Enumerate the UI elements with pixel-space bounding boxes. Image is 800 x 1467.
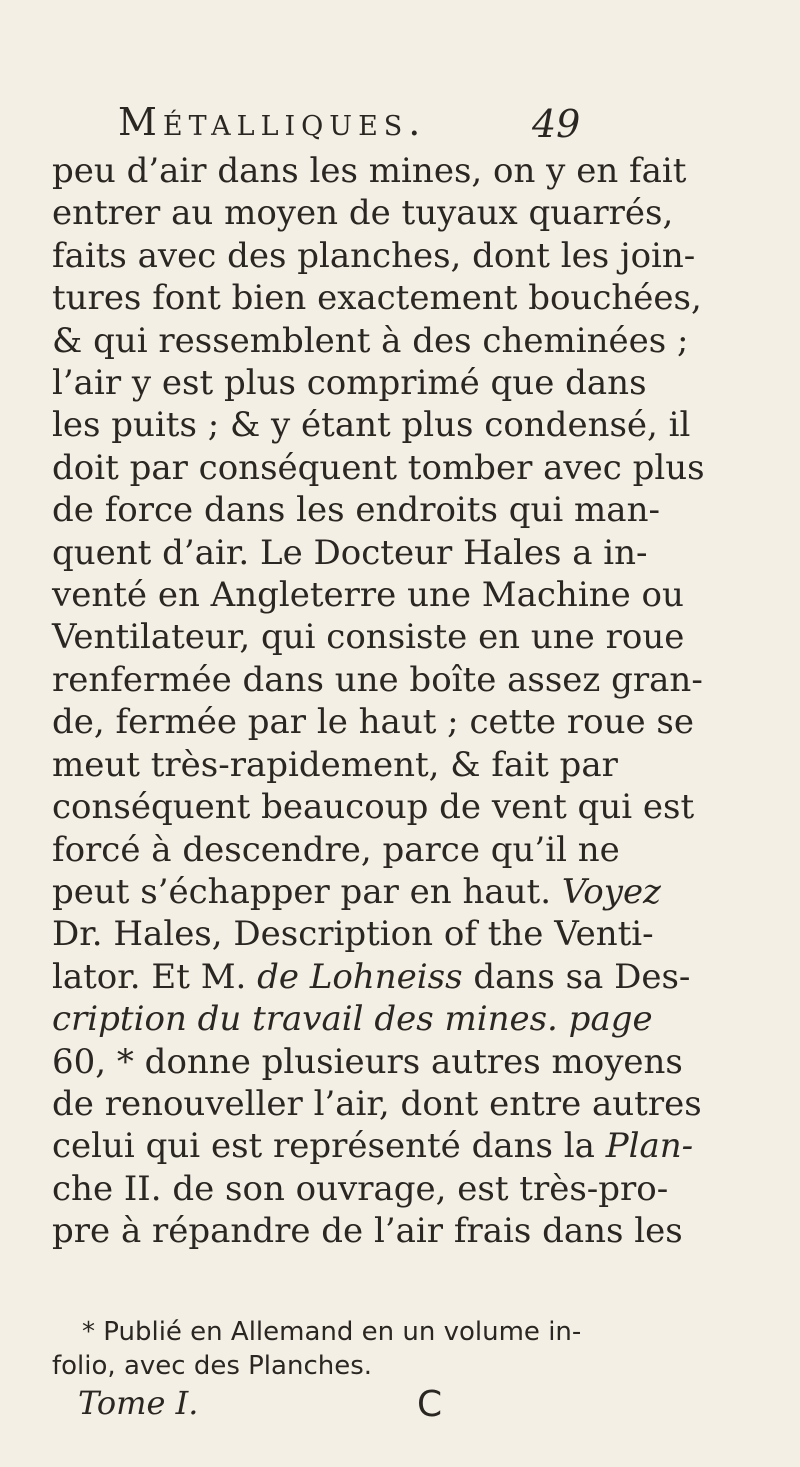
footnote-line: * Publié en Allemand en un volume in- (82, 1317, 582, 1347)
footnote-line: folio, avec des Planches. (52, 1351, 373, 1381)
gathering-mark: C (417, 1384, 443, 1425)
footnote (52, 1315, 582, 1383)
text-line: tures font bien exactement bouchées, (52, 278, 702, 319)
text-line: conséquent beaucoup de vent qui est (52, 787, 695, 828)
text-line: venté en Angleterre une Machine ou (52, 575, 684, 616)
body-text (52, 150, 705, 1253)
text-line: & qui ressemblent à des cheminées ; (52, 320, 689, 361)
running-head: Métalliques. (118, 100, 427, 144)
text-line (52, 956, 691, 998)
text-line: Ventilateur, qui consiste en une roue (52, 617, 685, 658)
text-line: pre à répandre de l’air frais dans les (52, 1211, 683, 1252)
text-line: faits avec des planches, dont les join- (52, 235, 696, 276)
text-line: de, fermée par le haut ; cette roue se (52, 702, 694, 743)
text-line: 60, * donne plusieurs autres moyens (52, 1041, 683, 1082)
text-line (52, 871, 661, 913)
text-line: l’air y est plus comprimé que dans (52, 363, 647, 404)
text-line: quent d’air. Le Docteur Hales a in- (52, 532, 648, 573)
text-segment: lator. Et M. (52, 956, 247, 997)
text-line: les puits ; & y étant plus condensé, il (52, 405, 691, 446)
text-line: doit par conséquent tomber avec plus (52, 447, 705, 488)
text-line: meut très-rapidement, & fait par (52, 744, 618, 785)
text-line: forcé à descendre, parce qu’il ne (52, 829, 620, 870)
volume-signature: Tome I. (78, 1384, 199, 1422)
reference-voyez: Voyez (561, 871, 661, 912)
text-line: che II. de son ouvrage, est très-pro- (52, 1168, 669, 1209)
text-line: peu d’air dans les mines, on y en fait (52, 151, 687, 191)
text-segment: peut s’échapper par en haut. (52, 871, 552, 912)
text-line: de renouveller l’air, dont entre autres (52, 1083, 702, 1124)
text-line: renfermée dans une boîte assez gran- (52, 659, 703, 700)
text-line (52, 1125, 694, 1167)
text-line: entrer au moyen de tuyaux quarrés, (52, 193, 674, 234)
text-line: de force dans les endroits qui man- (52, 490, 660, 531)
author-name: de Lohneiss (257, 956, 463, 997)
text-segment: dans sa Des- (462, 956, 691, 997)
page-number: 49 (532, 102, 581, 146)
text-line: Dr. Hales, Description of the Venti- (52, 914, 654, 955)
text-line: cription du travail des mines. page (52, 999, 653, 1040)
plate-reference: Plan- (605, 1126, 694, 1167)
text-segment: celui qui est représenté dans la (52, 1126, 595, 1167)
